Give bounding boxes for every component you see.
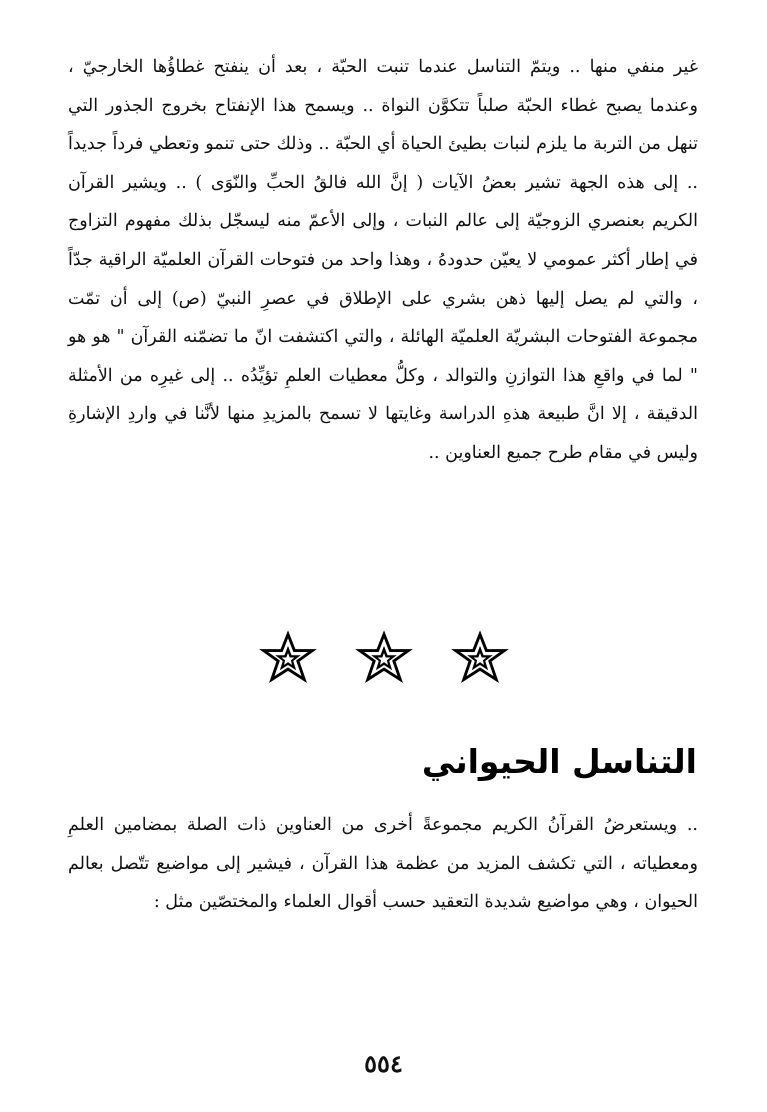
main-text-block	[68, 48, 698, 473]
section-paragraph: .. ويستعرضُ القرآنُ الكريم مجموعةً أخرى من العناوين ذات الصلة بمضامين العلمِ ومعطياته ، التي تكشف المزيد من عظمة هذا القرآن ، فيشير إلى مواضيع تتّصل بعالم الحيوان ، وهي مواضيع شديدة التعقيد حسب أقوال العلماء والمختصّين مثل :	[68, 815, 698, 913]
body-paragraph: غير منفي منها .. ويتمّ التناسل عندما تنبت الحبّة ، بعد أن ينفتح غطاؤُها الخارجيّ ، وعندما يصبح غطاء الحبّة صلباً تتكوَّن النواة .. ويسمح هذا الإنفتاح بخروج الجذور التي تنهل من التربة ما يلزم لنبات بطيئ الحياة أي الحبّة .. وذلك حتى تنمو وتعطي فرداً جديداً .. إلى هذه الجهة تشير بعضُ الآيات ( إنَّ الله فالقُ الحبِّ والنّوَى ) .. ويشير القرآن الكريم بعنصري الزوجيّة إلى عالم النبات ، وإلى الأعمّ منه ليسجّل بذلك مفهوم التزاوج في إطار أكثر عمومي لا يعيّن حدودهُ ، وهذا واحد من فتوحات القرآن العلميّة الراقية جدّاً ، والتي لم يصل إليها ذهن بشري على الإطلاق في عصرِ النبيّ (ص) إلى أن تمّت مجموعة الفتوحات البشريّة العلميّة الهائلة ، والتي اكتشفت انّ ما تضمّنه القرآن " هو هو " لما في واقعِ هذا التوازنِ والتوالد ، وكلُّ معطيات العلمِ تؤيِّدُه .. إلى غيرِه من الأمثلة الدقيقة ، إلا انَّ طبيعة هذهِ الدراسة وغايتها لا تسمح بالمزيدِ منها لأنَّنا في واردِ الإشارةِ وليس في مقام طرح جميع العناوين ..	[68, 57, 698, 463]
star-ornament-icon	[259, 630, 317, 692]
section-separator	[0, 630, 767, 700]
section-text-block	[68, 806, 698, 922]
page-number: ٥٥٤	[364, 1049, 403, 1078]
star-ornament-icon	[451, 630, 509, 692]
star-ornament-icon	[355, 630, 413, 692]
section-heading: التناسل الحيواني	[421, 742, 697, 781]
